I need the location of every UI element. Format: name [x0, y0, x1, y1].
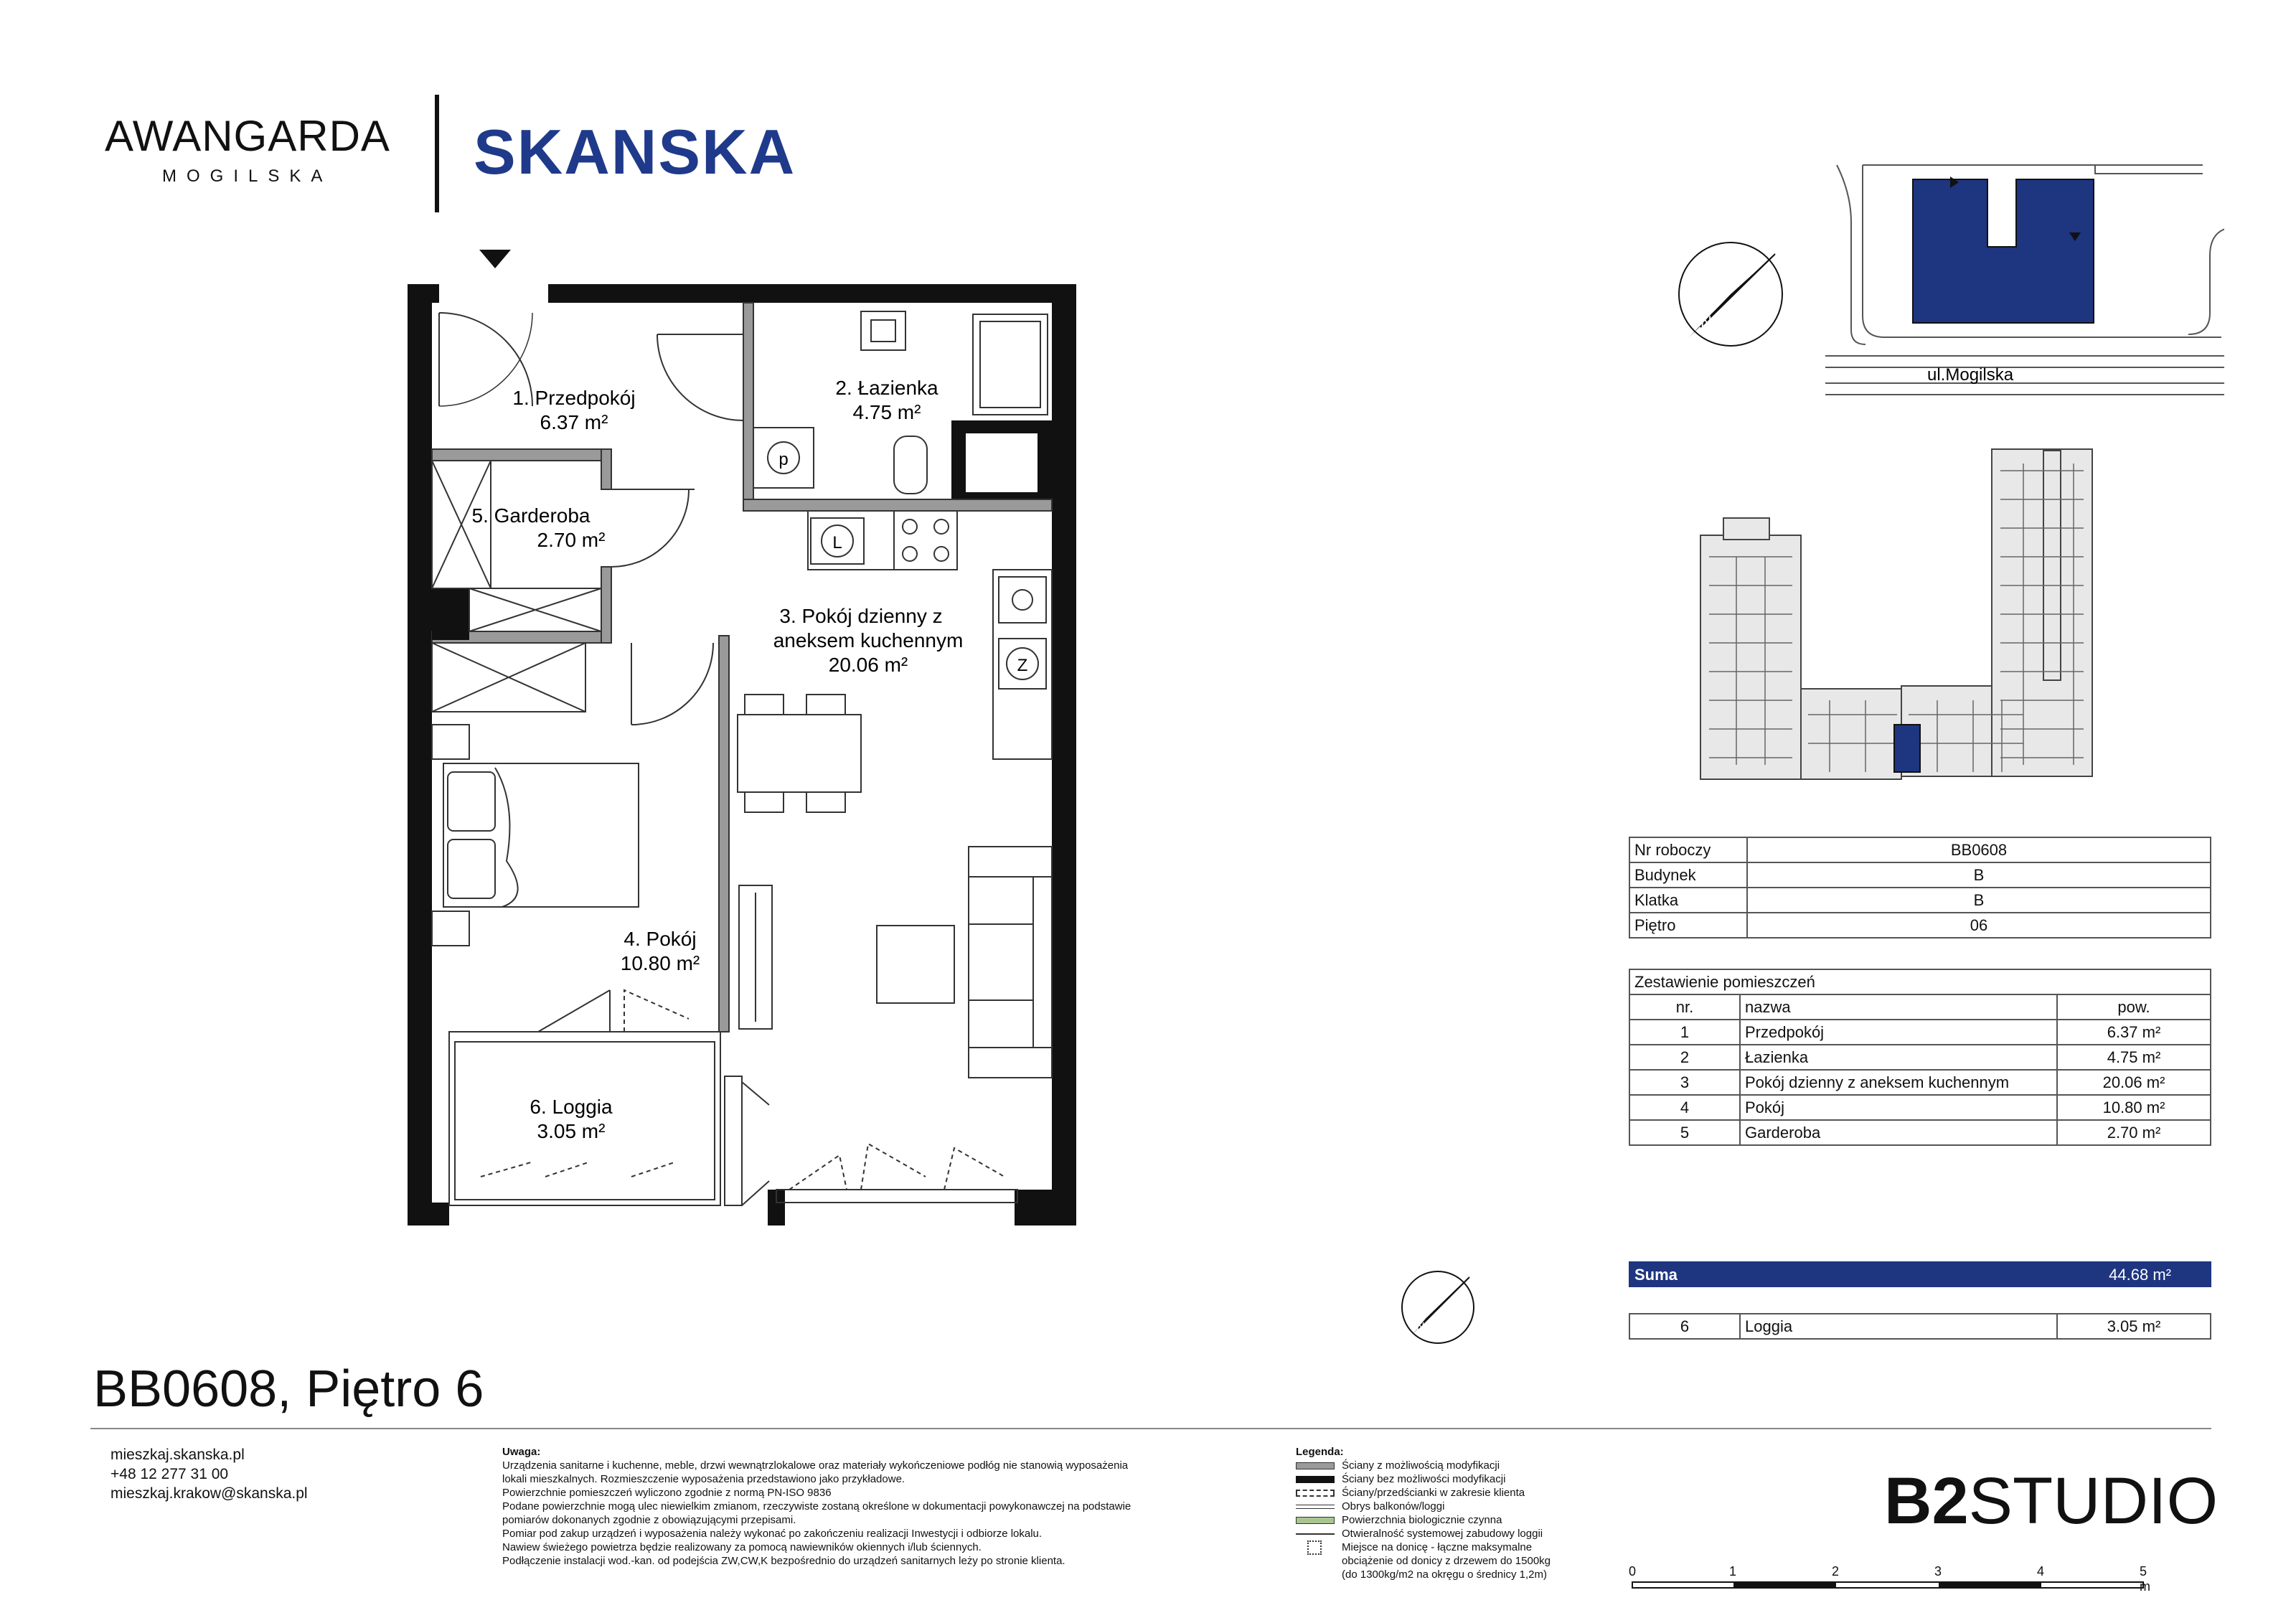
scale-tick-label: 2 — [1832, 1564, 1840, 1579]
swatch-fixed-wall — [1296, 1476, 1335, 1483]
table-row — [1629, 1070, 2211, 1095]
wardrobe-storage — [432, 461, 601, 712]
scale-bar-segment — [1733, 1581, 1836, 1589]
note-line: Podłączenie instalacji wod.-kan. od podejścia ZW,CW,K bezpośrednio do urządzeń sanitarnych leży po stronie klienta. — [502, 1555, 1065, 1567]
apartment-location-highlight — [1894, 725, 1920, 772]
row-nr: 1 — [1629, 1020, 1740, 1045]
legend-item: Ściany bez możliwości modyfikacji — [1342, 1473, 1506, 1485]
shaft — [966, 433, 1038, 492]
building-footprint — [1913, 179, 2094, 323]
info-value: B — [1747, 888, 2211, 913]
skanska-logo: SKANSKA — [474, 116, 796, 187]
scale-bar — [1629, 1564, 2160, 1593]
living-furniture — [739, 847, 1052, 1078]
room-label-1-area: 6.37 m² — [540, 411, 608, 433]
swatch-planter — [1307, 1540, 1322, 1555]
room-label-5-area: 2.70 m² — [537, 529, 606, 551]
scale-bar-frame — [1632, 1581, 2144, 1589]
note-line: Powierzchnie pomieszczeń wyliczono zgodnie z normą PN-ISO 9836 — [502, 1487, 832, 1499]
row-pow: 4.75 m² — [2057, 1045, 2211, 1070]
row-nr: 6 — [1629, 1314, 1740, 1339]
row-nazwa: Przedpokój — [1740, 1020, 2057, 1045]
note-line: Nawiew świeżego powietrza będzie realizowany za pomocą nawiewników okiennych i/lub ściennych. — [502, 1541, 982, 1553]
row-nr: 3 — [1629, 1070, 1740, 1095]
room-label-3-name-2: aneksem kuchennym — [773, 629, 964, 651]
legend-item: Miejsce na donicę - łączne maksymalne — [1342, 1541, 1533, 1553]
table-row — [1629, 888, 2211, 913]
info-value: BB0608 — [1747, 837, 2211, 862]
inner-black-walls — [432, 588, 469, 640]
row-nazwa: Pokój dzienny z aneksem kuchennym — [1740, 1070, 2057, 1095]
fridge-label: Z — [1017, 656, 1028, 675]
table-row — [1629, 1314, 2211, 1339]
washing-machine-label: p — [778, 450, 789, 469]
note-line: Pomiar pod zakup urządzeń i wyposażenia należy wykonać po zakończeniu realizacji Inwestycji i odbiorze lokalu. — [502, 1528, 1043, 1540]
room-label-6-name: 6. Loggia — [530, 1096, 613, 1118]
scale-tick-label: 0 — [1629, 1564, 1637, 1579]
floor-plan — [0, 0, 1119, 1234]
legend-heading: Legenda: — [1296, 1446, 1344, 1458]
row-nr: 5 — [1629, 1120, 1740, 1145]
dining-table — [738, 695, 861, 812]
b2studio-logo — [1884, 1464, 2219, 1538]
legend-item: obciążenie od donicy z drzewem do 1500kg — [1342, 1555, 1551, 1567]
row-nazwa: Loggia — [1740, 1314, 2057, 1339]
divider — [90, 1428, 2211, 1429]
compass-small-north-label: N — [1416, 1321, 1425, 1333]
row-nazwa: Łazienka — [1740, 1045, 2057, 1070]
swatch-modifiable-wall — [1296, 1462, 1335, 1469]
table-row — [1629, 1095, 2211, 1120]
b2studio-logo-name: STUDIO — [1968, 1464, 2219, 1538]
table-row — [1629, 862, 2211, 888]
wardrobe-door — [611, 489, 695, 567]
header-nr: nr. — [1629, 994, 1740, 1020]
contact-web[interactable]: mieszkaj.skanska.pl — [110, 1446, 245, 1463]
awangarda-logo: AWANGARDA — [105, 112, 390, 160]
contact-block — [110, 1445, 308, 1503]
legend-item: Obrys balkonów/loggi — [1342, 1500, 1445, 1513]
notes-heading: Uwaga: — [502, 1446, 541, 1458]
room-label-3-name: 3. Pokój dzienny z — [779, 605, 943, 627]
compass-icon — [1679, 243, 1782, 346]
sum-label: Suma — [1634, 1266, 1678, 1284]
room-label-4-name: 4. Pokój — [624, 928, 697, 950]
info-value: 06 — [1747, 913, 2211, 938]
bathroom-door — [657, 334, 743, 420]
swatch-balcony-outline — [1296, 1505, 1335, 1509]
sum-row — [1629, 1261, 2211, 1287]
info-value: B — [1747, 862, 2211, 888]
street-label: ul.Mogilska — [1927, 365, 2014, 385]
legend-item: Ściany/przedścianki w zakresie klienta — [1342, 1487, 1525, 1499]
table-row — [1629, 1020, 2211, 1045]
swatch-loggia-opening — [1296, 1533, 1335, 1535]
row-pow: 3.05 m² — [2057, 1314, 2211, 1339]
entry-arrow-icon — [479, 250, 511, 268]
compass-north-label: N — [1700, 313, 1712, 331]
row-pow: 10.80 m² — [2057, 1095, 2211, 1120]
table-row — [1629, 1120, 2211, 1145]
info-label: Budynek — [1629, 862, 1747, 888]
scale-tick-label: 4 — [2037, 1564, 2045, 1579]
legend-block — [1296, 1445, 1551, 1581]
scale-tick-label: 5 m — [2140, 1564, 2150, 1594]
swatch-bio-area — [1296, 1517, 1335, 1524]
compass-small-icon — [1396, 1266, 1482, 1352]
bed — [432, 725, 639, 946]
room-label-5-name: 5. Garderoba — [471, 504, 591, 527]
info-table — [1629, 837, 2211, 938]
dishwasher-label: L — [832, 533, 842, 552]
scale-tick-label: 3 — [1934, 1564, 1942, 1579]
room-label-3-area: 20.06 m² — [828, 654, 908, 676]
note-line: Urządzenia sanitarne i kuchenne, meble, drzwi wewnątrzlokalowe oraz materiały wykończeniowe podłóg nie stanowią wyposażenia — [502, 1459, 1129, 1472]
info-label: Klatka — [1629, 888, 1747, 913]
mogilska-logo-subtitle: MOGILSKA — [162, 166, 333, 186]
header-pow: pow. — [2057, 994, 2211, 1020]
loggia-table — [1629, 1313, 2211, 1340]
legend-item: Otwieralność systemowej zabudowy loggii — [1342, 1528, 1543, 1540]
rooms-table — [1629, 969, 2211, 1146]
table-row — [1629, 1045, 2211, 1070]
note-line: pomiarów dokonanych zgodnie z obowiązującymi przepisami. — [502, 1514, 796, 1526]
table-header-row — [1629, 994, 2211, 1020]
scale-bar-segment — [1939, 1581, 2041, 1589]
notes-block — [502, 1445, 1213, 1568]
row-nazwa: Pokój — [1740, 1095, 2057, 1120]
legend-item: Powierzchnia biologicznie czynna — [1342, 1514, 1502, 1526]
room-door — [631, 643, 713, 725]
note-line: lokali mieszkalnych. Rozmieszczenie wyposażenia przedstawiono jako przykładowe. — [502, 1473, 905, 1485]
swatch-client-wall — [1296, 1490, 1335, 1497]
row-pow: 20.06 m² — [2057, 1070, 2211, 1095]
site-plan — [1650, 155, 2224, 801]
b2studio-logo-b2: B2 — [1884, 1464, 1969, 1538]
rooms-table-title: Zestawienie pomieszczeń — [1629, 969, 2211, 994]
legend-item: (do 1300kg/m2 na okręgu o średnicy 1,2m) — [1342, 1568, 1547, 1581]
row-pow: 2.70 m² — [2057, 1120, 2211, 1145]
contact-phone[interactable]: +48 12 277 31 00 — [110, 1466, 229, 1482]
table-row — [1629, 913, 2211, 938]
note-line: Podane powierzchnie mogą ulec niewielkim zmianom, rzeczywiste zostaną określone w dokumentacji powykonawczej na podstawie — [502, 1500, 1131, 1513]
room-label-2-area: 4.75 m² — [852, 401, 921, 423]
row-nr: 4 — [1629, 1095, 1740, 1120]
header-nazwa: nazwa — [1740, 994, 2057, 1020]
inner-walls — [432, 303, 1052, 1032]
table-row — [1629, 837, 2211, 862]
info-label: Piętro — [1629, 913, 1747, 938]
info-label: Nr roboczy — [1629, 837, 1747, 862]
room-label-4-area: 10.80 m² — [620, 952, 700, 974]
legend-item: Ściany z możliwością modyfikacji — [1342, 1459, 1500, 1472]
room-label-2-name: 2. Łazienka — [835, 377, 938, 399]
row-nr: 2 — [1629, 1045, 1740, 1070]
contact-email[interactable]: mieszkaj.krakow@skanska.pl — [110, 1485, 308, 1502]
room-label-6-area: 3.05 m² — [537, 1120, 606, 1142]
room-label-1-name: 1. Przedpokój — [512, 387, 636, 409]
scale-tick-label: 1 — [1729, 1564, 1737, 1579]
row-pow: 6.37 m² — [2057, 1020, 2211, 1045]
row-nazwa: Garderoba — [1740, 1120, 2057, 1145]
sum-value: 44.68 m² — [2109, 1266, 2171, 1284]
page-title: BB0608, Piętro 6 — [93, 1360, 484, 1418]
